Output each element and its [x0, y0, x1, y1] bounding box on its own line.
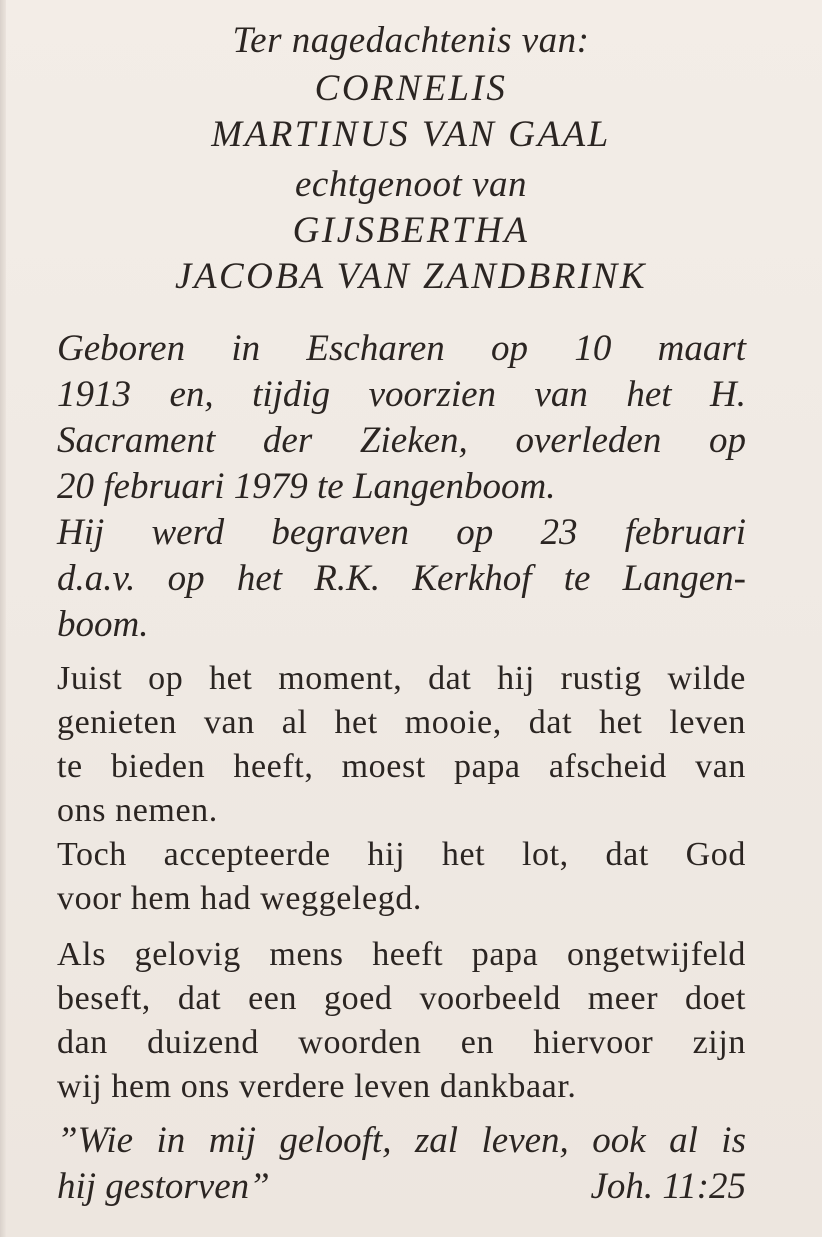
quote-reference: Joh. 11:25	[590, 1166, 746, 1207]
bible-quote	[57, 1118, 746, 1210]
spouse-name-last: JACOBA VAN ZANDBRINK	[174, 256, 648, 297]
spouse-name-first: GIJSBERTHA	[292, 210, 530, 251]
tribute-line: Toch accepteerde hij het lot, dat God	[57, 836, 746, 873]
tribute-line: ons nemen.	[57, 792, 218, 829]
tribute-line: Als gelovig mens heeft papa ongetwijfeld	[57, 936, 746, 973]
tribute-line: te bieden heeft, moest papa afscheid van	[57, 748, 746, 785]
tribute-line: voor hem had weggelegd.	[57, 880, 423, 917]
quote-line: ”Wie in mij gelooft, zal leven, ook al is	[57, 1120, 746, 1161]
deceased-name-last: MARTINUS VAN GAAL	[211, 114, 611, 155]
quote-line-end: hij gestorven”	[57, 1166, 270, 1207]
card-header	[0, 18, 822, 300]
tribute-line: dan duizend woorden en hiervoor zijn	[57, 1024, 746, 1061]
bio-line: Geboren in Escharen op 10 maart	[57, 328, 746, 369]
bio-line: boom.	[57, 604, 149, 645]
bio-line: d.a.v. op het R.K. Kerkhof te Langen-	[57, 558, 746, 599]
tribute-paragraph-3	[57, 933, 746, 1109]
bio-line: Hij werd begraven op 23 februari	[57, 512, 746, 553]
tribute-line: beseft, dat een goed voorbeeld meer doet	[57, 980, 746, 1017]
deceased-name-first: CORNELIS	[314, 68, 508, 109]
bio-line: 20 februari 1979 te Langenboom.	[57, 466, 556, 507]
tribute-text	[57, 657, 746, 1109]
bio-line: 1913 en, tijdig voorzien van het H.	[57, 374, 746, 415]
tribute-line: Juist op het moment, dat hij rustig wilde	[57, 660, 746, 697]
relation-text: echtgenoot van	[295, 164, 527, 205]
biography	[57, 326, 746, 648]
tribute-paragraph-2	[57, 833, 746, 921]
tribute-line: wij hem ons verdere leven dankbaar.	[57, 1068, 577, 1105]
tribute-line: genieten van al het mooie, dat het leven	[57, 704, 746, 741]
bio-line: Sacrament der Zieken, overleden op	[57, 420, 746, 461]
tribute-paragraph-1	[57, 657, 746, 833]
intro-text: Ter nagedachtenis van:	[232, 20, 590, 61]
